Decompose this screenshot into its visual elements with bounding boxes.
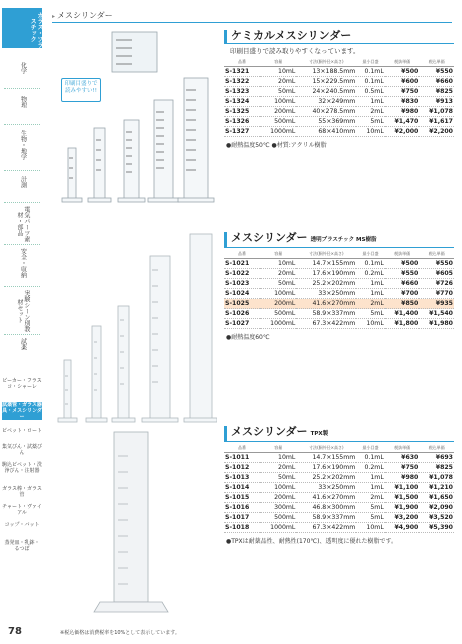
min-graduation: 10mL [356,127,385,137]
subtab-label: 集気びん・試薬びん [2,444,43,456]
tab-label: 試薬 [19,338,27,350]
breadcrumb [52,10,113,21]
price-in-tax: ¥825 [419,87,454,97]
dimensions: 25.2×202mm [296,473,356,483]
dimensions: 68×410mm [296,127,356,137]
dimensions: 14.7×155mm [296,259,356,269]
column-header: 最小目盛 [356,444,385,453]
section-subtitle: 透明プラスチック MS樹脂 [310,237,377,243]
dimensions: 32×249mm [296,97,356,107]
min-graduation: 1mL [356,483,385,493]
min-graduation: 1mL [356,473,385,483]
section-description: 印刷目盛りで読み取りやすくなっています。 [230,47,360,55]
price-ex-tax: ¥3,200 [385,513,420,523]
price-in-tax: ¥693 [419,453,454,463]
dimensions: 17.6×190mm [296,463,356,473]
price-in-tax: ¥1,540 [419,309,454,319]
dimensions: 58.9×337mm [296,513,356,523]
product-code: S-1325 [224,107,260,117]
subtab-label: ピペット・ロート [2,428,42,434]
min-graduation: 0.1mL [356,453,385,463]
callout-line: 印刷目盛りで [64,81,98,87]
tab-safety-storage[interactable] [2,248,42,284]
divider [4,124,40,125]
column-header: 最小目盛 [356,250,385,259]
tab-label: 物理 [19,96,27,108]
capacity: 20mL [260,77,296,87]
tab-label: 化学 [19,62,27,74]
header-rule [52,22,452,23]
capacity: 50mL [260,473,296,483]
column-header: 税抜単価 [385,58,420,67]
capacity: 500mL [260,513,296,523]
tab-label: 生物・地学 [19,130,27,160]
capacity: 300mL [260,503,296,513]
min-graduation: 1mL [356,279,385,289]
subtab-label: コップ・バット [4,522,40,528]
product-code: S-1011 [224,453,260,463]
price-ex-tax: ¥660 [385,279,420,289]
capacity: 20mL [260,269,296,279]
tab-physics[interactable] [2,96,42,118]
capacity: 1000mL [260,127,296,137]
table-row [224,513,454,523]
product-code: S-1013 [224,473,260,483]
spec-table [224,58,454,137]
tab-label: 実験シーン別教材セット [16,290,30,332]
column-header: 容量 [260,444,296,453]
capacity: 200mL [260,107,296,117]
price-ex-tax: ¥1,470 [385,117,420,127]
column-header: 税込単価 [419,250,454,259]
min-graduation: 0.2mL [356,463,385,473]
column-header: 税抜単価 [385,250,420,259]
subtab-beaker[interactable] [2,378,42,390]
price-in-tax: ¥1,617 [419,117,454,127]
min-graduation: 5mL [356,503,385,513]
section-title-text: メスシリンダー [231,425,308,438]
dimensions: 41.6×270mm [296,493,356,503]
price-in-tax: ¥770 [419,289,454,299]
section-title [224,232,454,248]
capacity: 10mL [260,453,296,463]
footer-note: ※税込価格は消費税率を10%として表示しています。 [60,630,180,636]
table-row [224,107,454,117]
divider [4,244,40,245]
price-in-tax: ¥605 [419,269,454,279]
table-header-row [224,58,454,67]
product-code: S-1024 [224,289,260,299]
product-code: S-1022 [224,269,260,279]
min-graduation: 0.1mL [356,259,385,269]
min-graduation: 5mL [356,513,385,523]
table-row [224,463,454,473]
divider [4,202,40,203]
breadcrumb-label: メスシリンダー [57,11,113,20]
section-tpx-cylinder [224,426,454,545]
table-row [224,279,454,289]
page-number: 78 [8,626,22,637]
price-in-tax: ¥1,650 [419,493,454,503]
subtab-vial[interactable] [2,504,42,516]
price-ex-tax: ¥630 [385,453,420,463]
min-graduation: 5mL [356,117,385,127]
dimensions: 17.6×190mm [296,269,356,279]
table-row [224,289,454,299]
product-code: S-1012 [224,463,260,473]
product-code: S-1023 [224,279,260,289]
min-graduation: 0.5mL [356,87,385,97]
price-in-tax: ¥2,090 [419,503,454,513]
section-note: ●耐熱温度60℃ [226,334,270,341]
table-header-row [224,444,454,453]
price-in-tax: ¥1,980 [419,319,454,329]
min-graduation: 2mL [356,493,385,503]
capacity: 10mL [260,67,296,77]
subtab-evaporating-dish[interactable] [2,540,42,552]
dimensions: 46.8×300mm [296,503,356,513]
subtab-pipette[interactable] [2,428,42,434]
callout-line: 読みやすい!! [65,87,97,94]
min-graduation: 0.2mL [356,269,385,279]
price-ex-tax: ¥750 [385,463,420,473]
capacity: 100mL [260,97,296,107]
dimensions: 33×250mm [296,289,356,299]
price-in-tax: ¥935 [419,299,454,309]
price-ex-tax: ¥750 [385,87,420,97]
column-header: 容量 [260,250,296,259]
tab-label: 電気パーツ素材・部品 [16,206,30,242]
subtab-label: 試薬管・ガラス器具・メスシリンダー [2,402,42,420]
product-code: S-1017 [224,513,260,523]
table-row [224,127,454,137]
column-header: 税込単価 [419,444,454,453]
capacity: 500mL [260,309,296,319]
product-code: S-1014 [224,483,260,493]
section-plastic-cylinder [224,232,454,341]
product-code: S-1327 [224,127,260,137]
subtab-label: ガラス棒・ガラス管 [2,486,42,498]
capacity: 200mL [260,493,296,503]
spec-table [224,250,454,329]
min-graduation: 2mL [356,299,385,309]
price-in-tax: ¥550 [419,67,454,77]
table-row [224,299,454,309]
table-row [224,483,454,493]
column-header: 寸法(胴外径×高さ) [296,444,356,453]
capacity: 1000mL [260,319,296,329]
table-row [224,309,454,319]
table-header-row [224,250,454,259]
tab-electric-parts[interactable] [2,206,42,242]
product-code: S-1026 [224,309,260,319]
price-in-tax: ¥3,520 [419,513,454,523]
graduated-cylinder-illustration [52,28,217,208]
price-in-tax: ¥550 [419,259,454,269]
table-row [224,77,454,87]
product-code: S-1326 [224,117,260,127]
price-in-tax: ¥2,200 [419,127,454,137]
product-photo-tpx-cylinder [52,426,217,622]
table-row [224,523,454,533]
section-chemical-cylinder [224,30,454,149]
product-code: S-1322 [224,77,260,87]
column-header: 容量 [260,58,296,67]
column-header: 寸法(胴外径×高さ) [296,250,356,259]
category-sidebar [0,0,44,644]
readability-callout [61,78,101,102]
table-row [224,319,454,329]
column-header: 最小目盛 [356,58,385,67]
table-row [224,67,454,77]
product-code: S-1324 [224,97,260,107]
min-graduation: 0.1mL [356,77,385,87]
price-ex-tax: ¥1,800 [385,319,420,329]
product-photo-chemical-cylinders [52,28,217,208]
capacity: 100mL [260,483,296,493]
subtab-label: 駒込ピペット・洗浄びん・注射器 [2,462,42,474]
price-in-tax: ¥660 [419,77,454,87]
price-ex-tax: ¥600 [385,77,420,87]
price-ex-tax: ¥700 [385,289,420,299]
capacity: 50mL [260,87,296,97]
price-in-tax: ¥1,210 [419,483,454,493]
section-note: ●TPXは耐薬品性、耐熱性(170℃)、透明度に優れた樹脂です。 [226,538,398,545]
price-in-tax: ¥726 [419,279,454,289]
price-ex-tax: ¥980 [385,107,420,117]
product-code: S-1321 [224,67,260,77]
tab-label: 計測 [19,176,27,188]
product-code: S-1027 [224,319,260,329]
price-in-tax: ¥5,390 [419,523,454,533]
subtab-cup-vat[interactable] [2,522,42,528]
column-header: 税込単価 [419,58,454,67]
product-code: S-1323 [224,87,260,97]
column-header: 品番 [224,444,260,453]
capacity: 50mL [260,279,296,289]
dimensions: 58.9×337mm [296,309,356,319]
price-ex-tax: ¥1,900 [385,503,420,513]
dimensions: 41.6×270mm [296,299,356,309]
price-ex-tax: ¥500 [385,259,420,269]
dimensions: 55×369mm [296,117,356,127]
table-row [224,453,454,463]
product-code: S-1015 [224,493,260,503]
tab-glass-plastic[interactable] [2,8,42,48]
tab-experiment-sets[interactable] [2,290,42,332]
min-graduation: 10mL [356,319,385,329]
section-note: ●耐熱温度50℃ ●材質:アクリル樹脂 [226,142,327,149]
tab-biology-earth[interactable] [2,130,42,166]
min-graduation: 10mL [356,523,385,533]
capacity: 500mL [260,117,296,127]
divider [4,88,40,89]
dimensions: 14.7×155mm [296,453,356,463]
price-in-tax: ¥1,078 [419,107,454,117]
table-row [224,259,454,269]
capacity: 10mL [260,259,296,269]
section-title [224,426,454,442]
subtab-label: チャート・ヴァイアル [2,504,42,516]
table-row [224,473,454,483]
min-graduation: 1mL [356,97,385,107]
min-graduation: 1mL [356,289,385,299]
price-in-tax: ¥1,078 [419,473,454,483]
subtab-label: ビーカー・フラスコ・シャーレ [2,378,42,390]
table-row [224,97,454,107]
table-row [224,503,454,513]
subtab-gas-bottle[interactable] [2,444,42,456]
divider [4,334,40,335]
price-ex-tax: ¥4,900 [385,523,420,533]
section-title-text: ケミカルメスシリンダー [231,29,352,42]
graduated-cylinder-illustration [52,426,217,622]
dimensions: 67.3×422mm [296,319,356,329]
product-photo-plastic-cylinders [52,230,217,430]
subtab-label: 蒸発皿・乳鉢・るつぼ [4,540,40,552]
dimensions: 67.3×422mm [296,523,356,533]
capacity: 1000mL [260,523,296,533]
dimensions: 25.2×202mm [296,279,356,289]
column-header: 税抜単価 [385,444,420,453]
capacity: 200mL [260,299,296,309]
triangle-icon: ▸ [52,13,56,20]
table-row [224,87,454,97]
product-code: S-1021 [224,259,260,269]
tab-measurement[interactable] [2,176,42,198]
spec-table [224,444,454,533]
subtab-graduated-cylinder[interactable] [2,402,42,420]
tab-label: ガラス・プラスチック [29,11,43,48]
tab-reagents[interactable] [2,338,42,360]
product-code: S-1025 [224,299,260,309]
price-in-tax: ¥825 [419,463,454,473]
price-ex-tax: ¥550 [385,269,420,279]
section-title [224,30,454,44]
section-subtitle: TPX製 [310,431,329,437]
min-graduation: 0.1mL [356,67,385,77]
tab-chemistry[interactable] [2,62,42,84]
subtab-glass-rod[interactable] [2,486,42,498]
price-ex-tax: ¥980 [385,473,420,483]
divider [4,170,40,171]
dimensions: 13×188.5mm [296,67,356,77]
min-graduation: 2mL [356,107,385,117]
dimensions: 40×278.5mm [296,107,356,117]
price-ex-tax: ¥500 [385,67,420,77]
table-row [224,493,454,503]
section-title-text: メスシリンダー [231,231,308,244]
dimensions: 15×229.5mm [296,77,356,87]
column-header: 品番 [224,250,260,259]
capacity: 100mL [260,289,296,299]
tab-label: 安全・収納 [19,248,27,278]
table-row [224,269,454,279]
dimensions: 33×250mm [296,483,356,493]
capacity: 20mL [260,463,296,473]
price-ex-tax: ¥1,400 [385,309,420,319]
product-code: S-1016 [224,503,260,513]
price-ex-tax: ¥850 [385,299,420,309]
table-row [224,117,454,127]
subtab-syringe[interactable] [2,462,42,474]
column-header: 寸法(胴外径×高さ) [296,58,356,67]
price-ex-tax: ¥1,500 [385,493,420,503]
price-ex-tax: ¥1,100 [385,483,420,493]
price-in-tax: ¥913 [419,97,454,107]
product-code: S-1018 [224,523,260,533]
price-ex-tax: ¥2,000 [385,127,420,137]
column-header: 品番 [224,58,260,67]
price-ex-tax: ¥830 [385,97,420,107]
min-graduation: 5mL [356,309,385,319]
graduated-cylinder-illustration [52,230,217,430]
dimensions: 24×240.5mm [296,87,356,97]
divider [4,286,40,287]
